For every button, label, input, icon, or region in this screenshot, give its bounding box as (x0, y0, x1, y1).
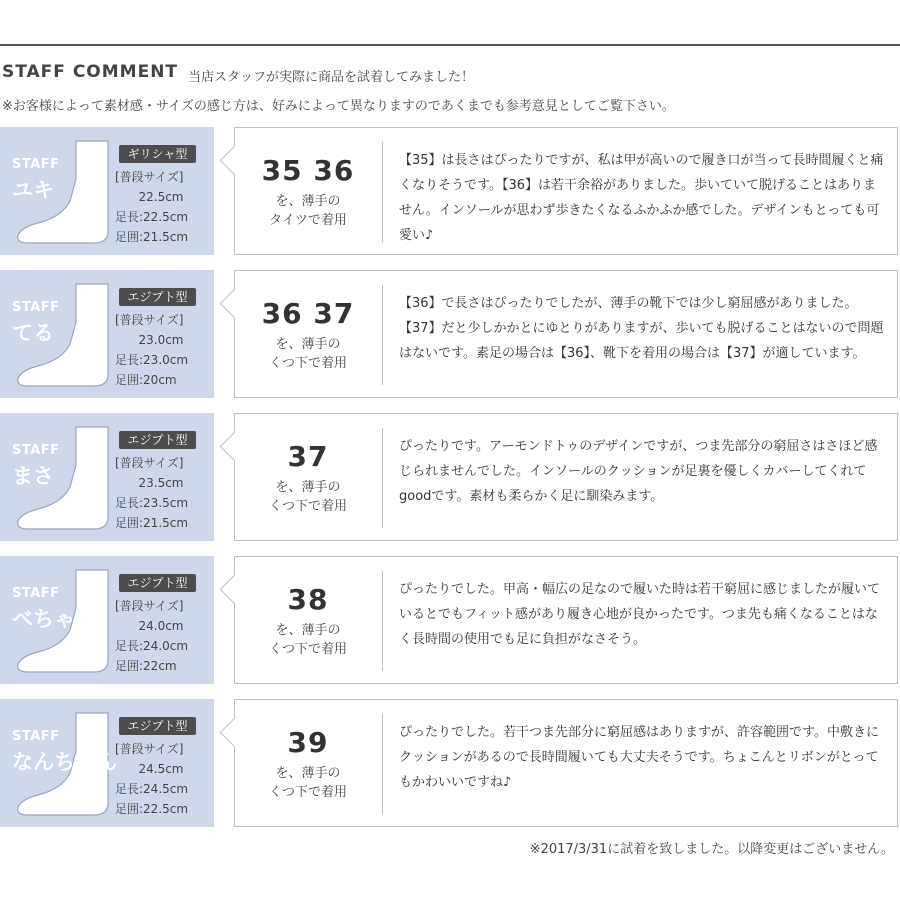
tried-size: 37 (287, 440, 329, 473)
staff-comment-text: 【36】で長さはぴったりでしたが、薄手の靴下では少し窮屈感がありました。【37】だと少しかかとにゆとりがありますが、歩いても脱げることはないので問題はないです。素足の場合は【36】、靴下を着用の場合は【37】が適しています。 (399, 296, 884, 361)
card-divider (382, 571, 383, 671)
staff-row (0, 127, 900, 257)
wear-line: を、薄手の (275, 194, 341, 209)
foot-width: 足囲:21.5cm (115, 516, 189, 530)
comment-card (234, 413, 898, 541)
usual-sizes (115, 453, 207, 533)
card-divider (382, 285, 383, 385)
foot-length: 足長:24.0cm (115, 639, 189, 653)
sizes-title: [普段サイズ] (115, 313, 184, 327)
staff-label: STAFF (12, 443, 60, 458)
wear-condition (235, 764, 381, 802)
card-divider (382, 428, 383, 528)
sizes-title: [普段サイズ] (115, 742, 184, 756)
staff-name: なんちゃん (12, 750, 117, 774)
sizes-title: [普段サイズ] (115, 456, 184, 470)
wear-line: くつ下で着用 (268, 785, 347, 800)
usual-sizes (115, 310, 207, 390)
staff-label: STAFF (12, 729, 60, 744)
foot-type-badge: エジプト型 (119, 574, 196, 592)
foot-type-badge: ギリシャ型 (119, 145, 196, 163)
wear-line: を、薄手の (275, 337, 341, 352)
usual-sizes (115, 739, 207, 819)
tried-size: 38 (287, 583, 329, 616)
usual-size: 23.5cm (138, 476, 184, 490)
staff-row (0, 699, 900, 829)
staff-comment-text: ぴったりでした。若干つま先部分に窮屈感はありますが、許容範囲です。中敷きにクッションがあるので長時間履いても大丈夫そうです。ちょこんとリボンがとってもかわいいですね♪ (399, 725, 879, 790)
staff-row (0, 413, 900, 543)
staff-label: STAFF (12, 586, 60, 601)
staff-profile (0, 699, 214, 827)
usual-size: 24.5cm (138, 762, 184, 776)
comment-card (234, 127, 898, 255)
usual-sizes (115, 167, 207, 247)
comment-card (234, 270, 898, 398)
wear-condition (235, 621, 381, 659)
foot-length: 足長:24.5cm (115, 782, 189, 796)
footer-note: ※2017/3/31に試着を致しました。以降変更はございません。 (529, 842, 894, 857)
foot-length: 足長:23.5cm (115, 496, 189, 510)
staff-row (0, 556, 900, 686)
wear-line: を、薄手の (275, 480, 341, 495)
staff-profile (0, 556, 214, 684)
staff-name: てる (12, 321, 54, 345)
staff-profile (0, 127, 214, 255)
staff-name: べちゃん (12, 607, 96, 631)
wear-line: タイツで着用 (269, 213, 347, 228)
foot-length: 足長:22.5cm (115, 210, 189, 224)
sizes-title: [普段サイズ] (115, 170, 184, 184)
foot-length: 足長:23.0cm (115, 353, 189, 367)
tried-size: 36 37 (261, 297, 355, 330)
card-divider (382, 142, 383, 242)
staff-profile (0, 413, 214, 541)
foot-width: 足囲:20cm (115, 373, 177, 387)
wear-line: を、薄手の (275, 766, 341, 781)
staff-name: まさ (12, 464, 54, 488)
staff-name: ユキ (12, 178, 54, 202)
section-subtitle: 当店スタッフが実際に商品を試着してみました！ (188, 70, 475, 85)
wear-line: を、薄手の (275, 623, 341, 638)
usual-size: 23.0cm (138, 333, 184, 347)
staff-label: STAFF (12, 157, 60, 172)
staff-profile (0, 270, 214, 398)
wear-condition (235, 335, 381, 373)
usual-sizes (115, 596, 207, 676)
tried-size: 39 (287, 726, 329, 759)
foot-type-badge: エジプト型 (119, 717, 196, 735)
usual-size: 24.0cm (138, 619, 184, 633)
tried-size: 35 36 (261, 154, 355, 187)
foot-type-badge: エジプト型 (119, 288, 196, 306)
usual-size: 22.5cm (138, 190, 184, 204)
staff-row (0, 270, 900, 400)
sizes-title: [普段サイズ] (115, 599, 184, 613)
disclaimer-note: ※お客様によって素材感・サイズの感じ方は、好みによって異なりますのであくまでも参考意見としてご覧下さい。 (2, 99, 675, 114)
wear-condition (235, 478, 381, 516)
top-divider (0, 44, 900, 46)
foot-type-badge: エジプト型 (119, 431, 196, 449)
comment-card (234, 699, 898, 827)
comment-card (234, 556, 898, 684)
staff-comment-text: 【35】は長さはぴったりですが、私は甲が高いので履き口が当って長時間履くと痛くなりそうです。【36】は若干余裕がありました。歩いていて脱げることはありません。インソールが思わず歩きたくなるふかふか感でした。デザインもとっても可愛い♪ (399, 153, 884, 243)
wear-line: くつ下で着用 (268, 642, 347, 657)
staff-comment-text: ぴったりでした。甲高・幅広の足なので履いた時は若干窮屈に感じましたが履いているとでもフィット感があり履き心地が良かったです。つま先も痛くなることはなく長時間の使用でも足に負担がなさそう。 (399, 582, 881, 647)
wear-condition (235, 192, 381, 230)
card-divider (382, 714, 383, 814)
wear-line: くつ下で着用 (268, 356, 347, 371)
staff-label: STAFF (12, 300, 60, 315)
section-title: STAFF COMMENT (2, 62, 179, 82)
staff-comment-text: ぴったりです。アーモンドトゥのデザインですが、つま先部分の窮屈さはさほど感じられませんでした。インソールのクッションが足裏を優しくカバーしてくれてgoodです。素材も柔らかく足に馴染みます。 (399, 439, 878, 504)
foot-width: 足囲:21.5cm (115, 230, 189, 244)
wear-line: くつ下で着用 (268, 499, 347, 514)
foot-width: 足囲:22.5cm (115, 802, 189, 816)
foot-width: 足囲:22cm (115, 659, 177, 673)
